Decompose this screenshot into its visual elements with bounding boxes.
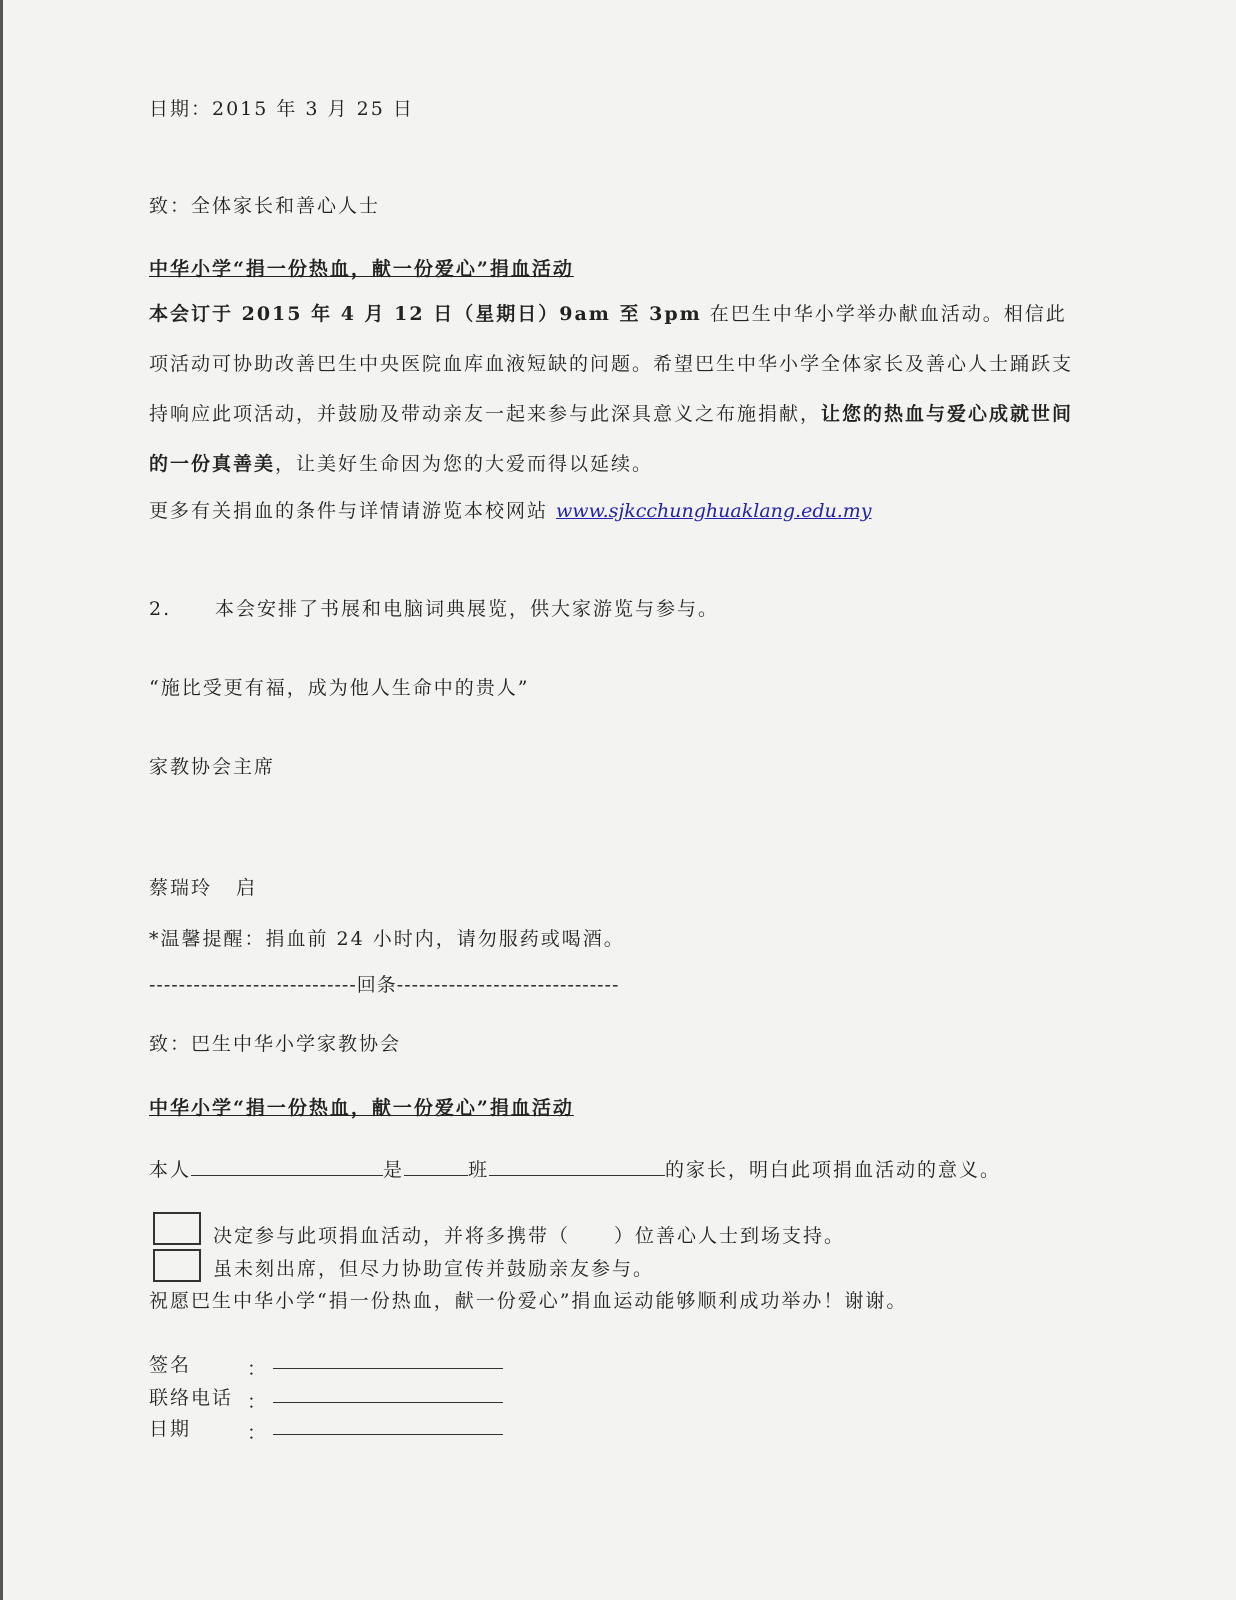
event-datetime: 本会订于 2015 年 4 月 12 日（星期日）9am 至 3pm — [149, 303, 702, 325]
signature-label: 签名 — [149, 1354, 192, 1376]
support-checkbox[interactable] — [153, 1249, 201, 1282]
parent-line-is: 是 — [383, 1159, 405, 1181]
quote: “施比受更有福，成为他人生命中的贵人” — [149, 677, 530, 699]
phone-colon: ： — [247, 1391, 269, 1413]
option-participate-end: ）位善心人士到场支持。 — [614, 1225, 846, 1247]
date-field[interactable] — [273, 1434, 503, 1435]
option-participate-text: 决定参与此项捐血活动，并将多携带（ — [213, 1225, 571, 1247]
signer-line — [149, 873, 257, 900]
date-line: 日期：2015 年 3 月 25 日 — [149, 98, 414, 120]
event-title: 中华小学“捐一份热血，献一份爱心”捐血活动 — [149, 258, 574, 280]
signer-name: 蔡瑞玲 — [149, 877, 213, 899]
participate-checkbox[interactable] — [153, 1212, 201, 1245]
option-support: 虽未刻出席，但尽力协助宣传并鼓励亲友参与。 — [213, 1258, 655, 1280]
signer-suffix: 启 — [236, 877, 258, 899]
event-highlight: 让您的热血与爱心成就世间的一份真善美 — [149, 403, 1074, 475]
signature-colon: ： — [247, 1358, 269, 1380]
parent-name-field[interactable] — [191, 1157, 383, 1176]
item-2 — [149, 594, 719, 621]
phone-field[interactable] — [273, 1402, 503, 1403]
item-2-text: 本会安排了书展和电脑词典展览，供大家游览与参与。 — [215, 598, 720, 620]
divider-label: 回条 — [356, 974, 397, 996]
signature-field[interactable] — [273, 1368, 503, 1369]
wish-line: 祝愿巴生中华小学“捐一份热血，献一份爱心”捐血运动能够顺利成功举办！谢谢。 — [149, 1290, 908, 1312]
parent-line-suffix: 的家长，明白此项捐血活动的意义。 — [665, 1159, 1002, 1181]
parent-line — [149, 1155, 1001, 1182]
parent-line-class: 班 — [468, 1159, 490, 1181]
divider-right: ------------------------------ — [396, 974, 620, 996]
more-info-text: 更多有关捐血的条件与详情请游览本校网站 — [149, 500, 557, 522]
event-description-end: ，让美好生命因为您的大爱而得以延续。 — [275, 453, 654, 475]
date-colon: ： — [247, 1422, 269, 1444]
chair-title: 家教协会主席 — [149, 756, 276, 778]
reply-title: 中华小学“捐一份热血，献一份爱心”捐血活动 — [149, 1097, 574, 1119]
class-field[interactable] — [404, 1157, 468, 1176]
student-name-field[interactable] — [489, 1157, 665, 1176]
school-website-link[interactable]: www.sjkcchunghuaklang.edu.my — [556, 500, 872, 522]
option-participate — [213, 1221, 845, 1248]
reply-recipient: 致：巴生中华小学家教协会 — [149, 1033, 402, 1055]
event-description-text: 在巴生中华小学举办献血活动。相信此项活动可协助改善巴生中央医院血库血液短缺的问题。希望巴生中华小学全体家长及善心人士踊跃支持响应此项活动，并鼓励及带动亲友一起来参与此深具意义之布施捐献， — [149, 303, 1074, 425]
item-2-number: 2. — [149, 598, 172, 620]
reply-divider — [149, 970, 619, 997]
reminder: *温馨提醒：捐血前 24 小时内，请勿服药或喝酒。 — [149, 928, 625, 950]
divider-left: ---------------------------- — [149, 974, 357, 996]
recipient-line: 致：全体家长和善心人士 — [149, 195, 381, 217]
date-label: 日期 — [149, 1418, 192, 1440]
more-info-line — [149, 496, 872, 523]
phone-label: 联络电话 — [149, 1387, 234, 1409]
event-description — [149, 289, 1079, 489]
parent-line-prefix: 本人 — [149, 1159, 192, 1181]
